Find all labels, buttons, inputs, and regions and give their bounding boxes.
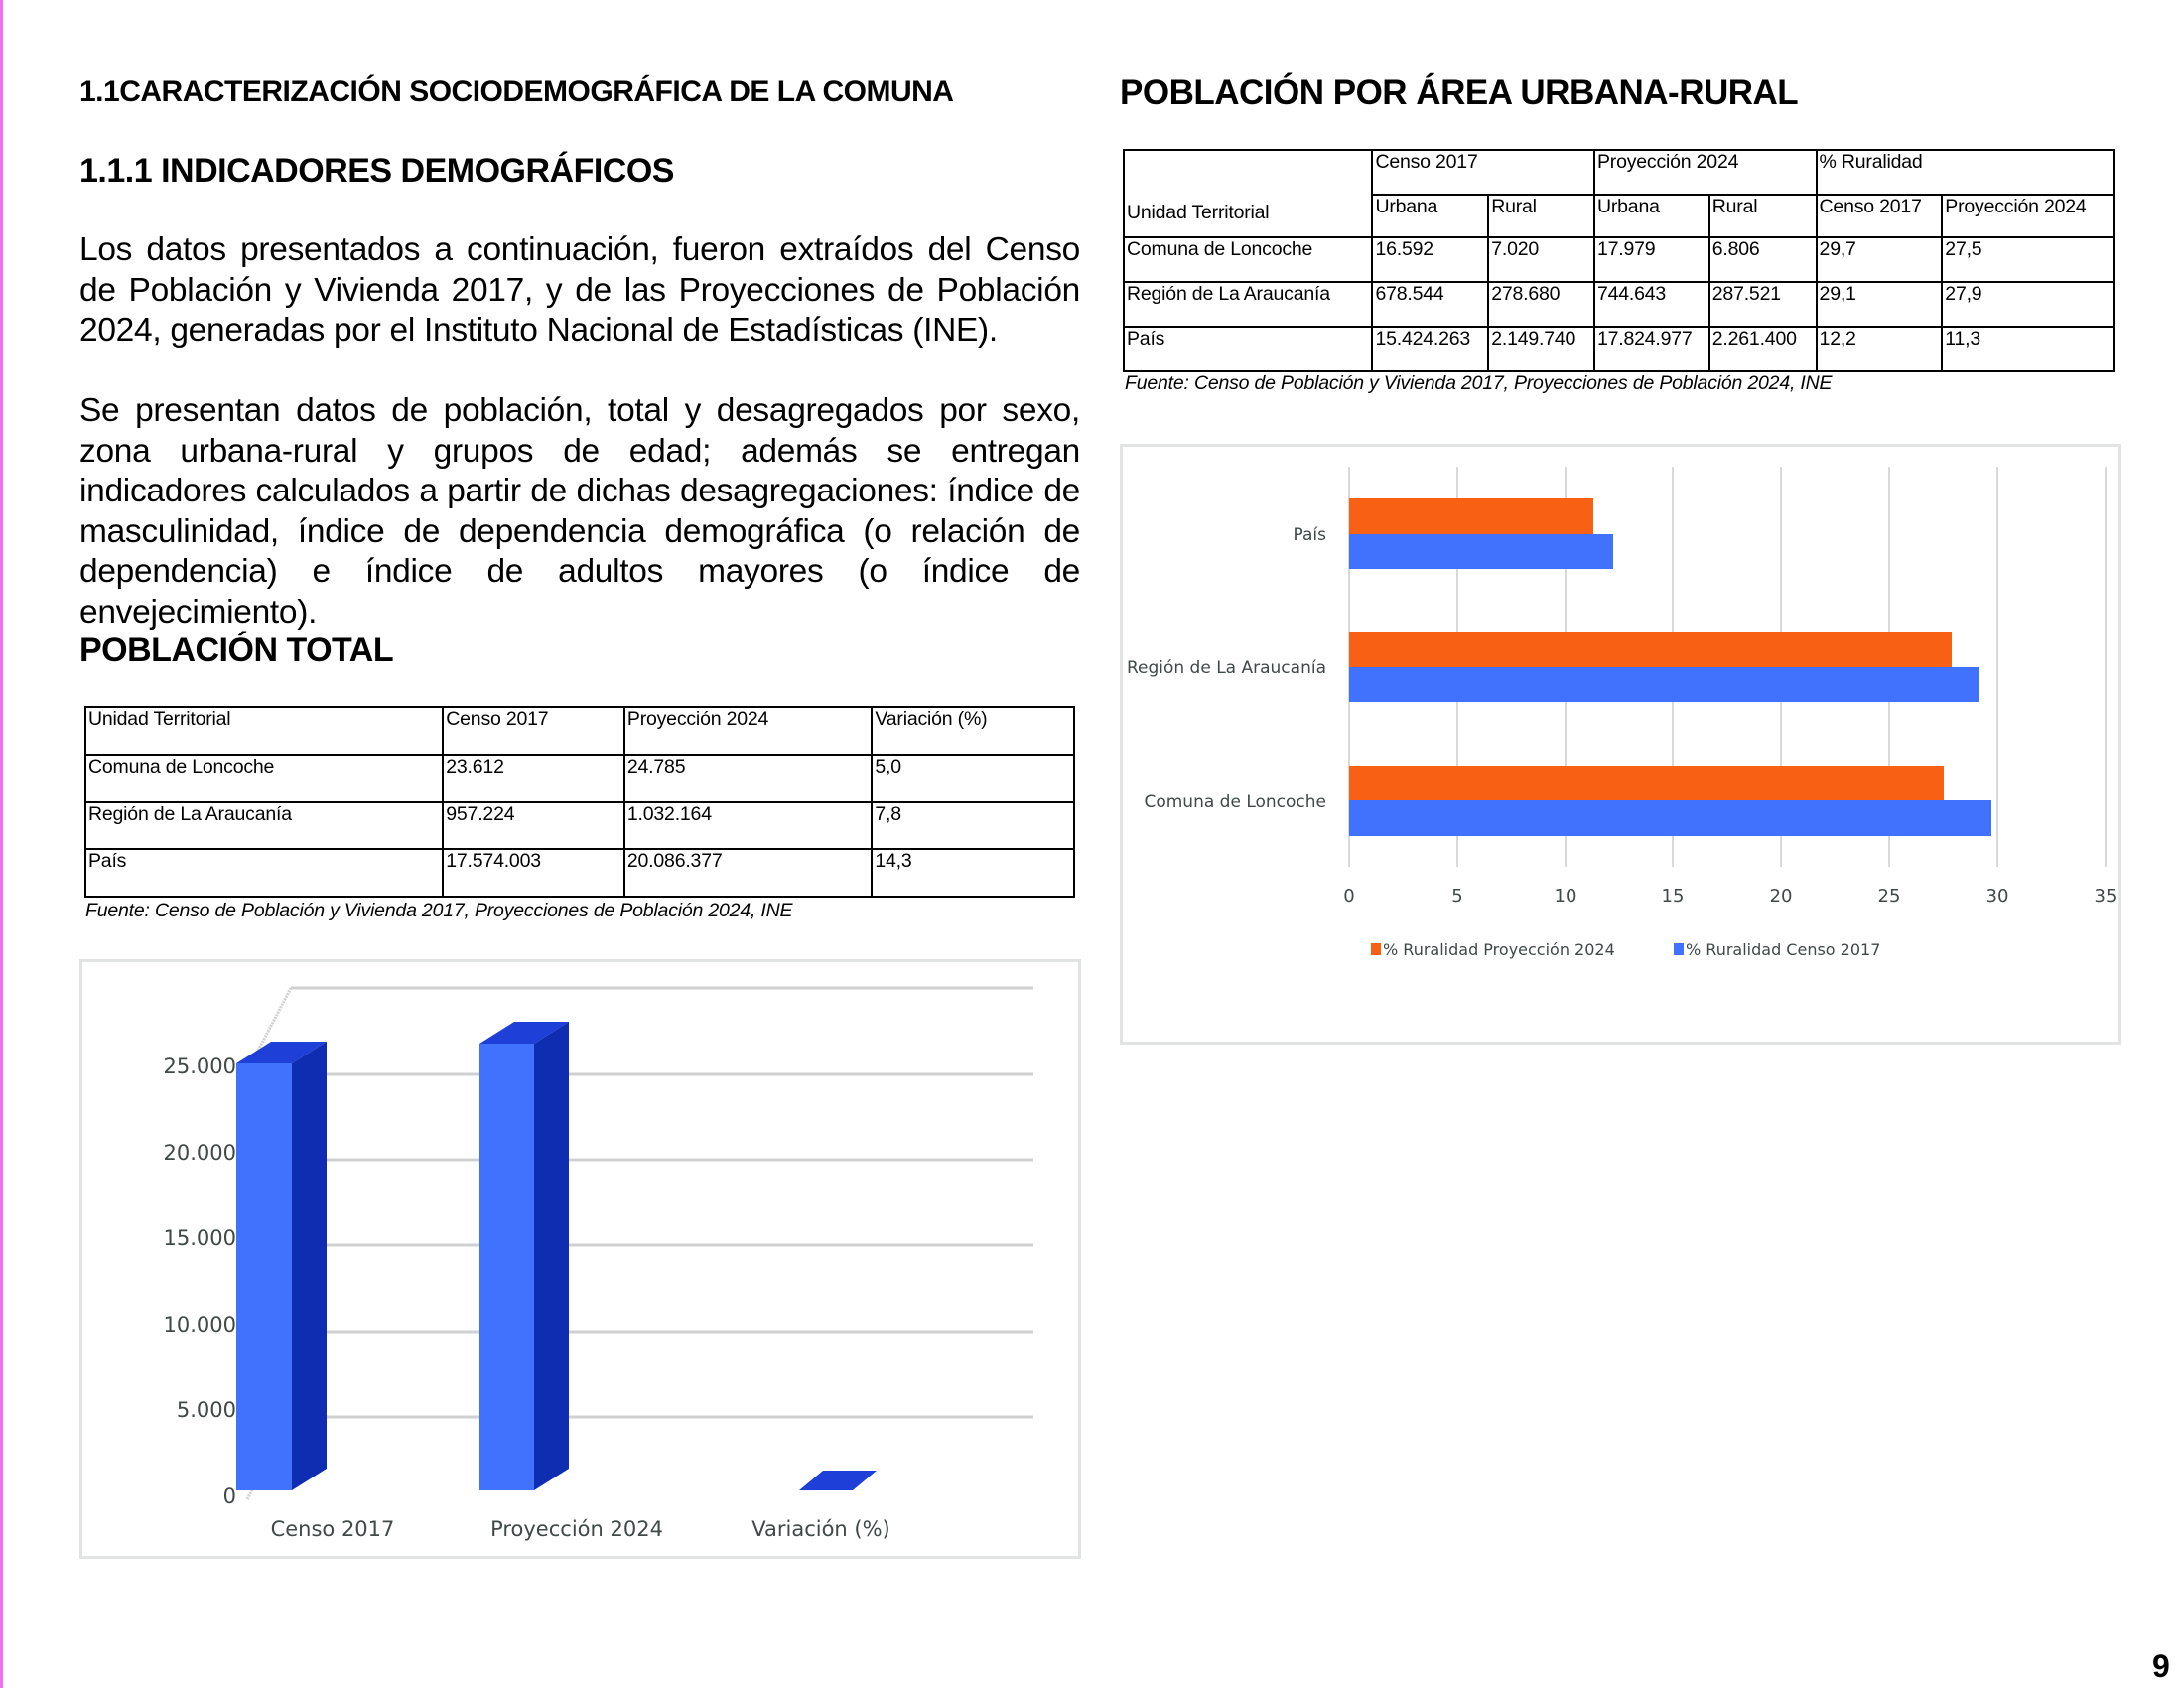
table-cell: Región de La Araucanía	[1124, 282, 1372, 327]
table-cell: 29,7	[1817, 237, 1943, 282]
x-tick: 30	[1985, 886, 2009, 907]
x-label: Variación (%)	[751, 1517, 890, 1541]
table-cell: 17.979	[1594, 237, 1709, 282]
table-row	[1124, 327, 2114, 371]
bar-pais-proyeccion-2024	[1349, 498, 1593, 534]
table-cell: 29,1	[1817, 282, 1943, 327]
table-cell: 12,2	[1817, 327, 1943, 371]
table-cell: 24.785	[624, 755, 873, 802]
table-source-caption: Fuente: Censo de Población y Vivienda 2017, Proyecciones de Población 2024, INE	[1125, 372, 1833, 394]
x-label: Proyección 2024	[490, 1517, 663, 1541]
subsection-heading: 1.1.1 INDICADORES DEMOGRÁFICOS	[79, 152, 674, 190]
x-tick: 10	[1554, 886, 1577, 907]
table-cell: 11,3	[1942, 327, 2114, 371]
table-header-cell: Censo 2017	[1817, 195, 1943, 237]
intro-paragraph: Los datos presentados a continuación, fueron extraídos del Censo de Población y Vivienda 2017, y de las Proyecciones de Población 2024, generadas por el Instituto Nacional de Estadísticas (INE).	[79, 231, 1080, 349]
legend-label: % Ruralidad Censo 2017	[1686, 940, 1881, 959]
table-row	[85, 849, 1074, 897]
bar-region-proyeccion-2024	[1349, 632, 1952, 667]
table-cell: 744.643	[1594, 282, 1709, 327]
chart-legend	[1371, 940, 1880, 959]
table-header-cell: Rural	[1709, 195, 1817, 237]
poblacion-total-table	[84, 706, 1075, 898]
urbana-rural-table	[1123, 149, 2115, 372]
page-edge-line	[0, 0, 3, 1688]
y-tick: 5.000	[176, 1398, 236, 1422]
table-header-row	[85, 707, 1074, 755]
table-cell: 27,9	[1942, 282, 2114, 327]
y-tick: 0	[222, 1484, 236, 1508]
table-cell: Comuna de Loncoche	[1124, 237, 1372, 282]
table-row	[85, 755, 1074, 802]
y-tick: 25.000	[163, 1055, 236, 1078]
chart-gridlines	[247, 988, 1033, 1499]
x-axis-ticks	[1343, 886, 2116, 907]
table-row	[1124, 237, 2114, 282]
y-tick: 10.000	[163, 1313, 236, 1336]
table-cell: 5,0	[872, 755, 1074, 802]
table-cell: 1.032.164	[624, 802, 873, 849]
table-cell: 2.149.740	[1488, 327, 1594, 371]
table-row	[1124, 282, 2114, 327]
table-cell: 16.592	[1372, 237, 1488, 282]
y-tick: 20.000	[163, 1141, 236, 1165]
urbana-rural-title: POBLACIÓN POR ÁREA URBANA-RURAL	[1120, 73, 1799, 112]
table-cell: 957.224	[443, 802, 624, 849]
x-tick: 25	[1877, 886, 1901, 907]
bar-region-censo-2017	[1349, 667, 1979, 702]
bar-proyeccion-2024	[479, 1022, 569, 1490]
table-cell: 7.020	[1488, 237, 1594, 282]
table-header-row	[1124, 150, 2114, 195]
x-tick: 5	[1451, 886, 1463, 907]
ruralidad-chart	[1120, 444, 2121, 1045]
table-cell: 20.086.377	[624, 849, 873, 897]
bar-variacion	[799, 1471, 877, 1490]
column-chart-svg	[82, 962, 1078, 1556]
table-header-cell: Censo 2017	[443, 707, 624, 755]
table-header-cell: Proyección 2024	[624, 707, 873, 755]
legend-swatch-blue	[1674, 943, 1684, 955]
table-cell: País	[85, 849, 443, 897]
description-paragraph: Se presentan datos de población, total y desagregados por sexo, zona urbana-rural y grupos de edad; además se entregan indicadores calculados a partir de dichas desagregaciones: índice de masculinidad, índice de dependencia demográfica (o relación de dependencia) e índice de adultos mayores (o índice de envejecimiento).	[79, 392, 1080, 631]
x-tick: 35	[2094, 886, 2117, 907]
table-cell: 17.824.977	[1594, 327, 1709, 371]
table-cell: 15.424.263	[1372, 327, 1488, 371]
table-header-cell: Rural	[1488, 195, 1594, 237]
bar-pais-censo-2017	[1349, 534, 1613, 569]
table-cell: 27,5	[1942, 237, 2114, 282]
table-cell: Región de La Araucanía	[85, 802, 443, 849]
table-header-cell: Variación (%)	[872, 707, 1074, 755]
table-header-cell: Urbana	[1372, 195, 1488, 237]
y-axis-ticks	[164, 1055, 236, 1508]
category-label: País	[1293, 525, 1326, 545]
table-cell: 287.521	[1709, 282, 1817, 327]
x-tick: 20	[1769, 886, 1793, 907]
table-cell: Comuna de Loncoche	[85, 755, 443, 802]
x-tick: 0	[1343, 886, 1355, 907]
table-cell: 278.680	[1488, 282, 1594, 327]
bar-comuna-censo-2017	[1349, 800, 1991, 836]
table-cell: País	[1124, 327, 1372, 371]
table-cell: 17.574.003	[443, 849, 624, 897]
table-cell: 678.544	[1372, 282, 1488, 327]
table-header-cell: Proyección 2024	[1594, 150, 1817, 195]
page-number: 9	[2152, 1648, 2170, 1684]
bar-chart-svg	[1123, 447, 2118, 1042]
bar-comuna-proyeccion-2024	[1349, 766, 1944, 800]
table-source-caption: Fuente: Censo de Población y Vivienda 2017, Proyecciones de Población 2024, INE	[85, 900, 793, 921]
table-header-cell: Censo 2017	[1372, 150, 1594, 195]
table-cell: 2.261.400	[1709, 327, 1817, 371]
table-header-cell: % Ruralidad	[1817, 150, 2114, 195]
table-header-cell: Unidad Territorial	[85, 707, 443, 755]
category-label: Región de La Araucanía	[1126, 658, 1326, 678]
y-tick: 15.000	[163, 1226, 236, 1250]
table-cell: 23.612	[443, 755, 624, 802]
table-header-cell: Proyección 2024	[1942, 195, 2114, 237]
bar-censo-2017	[236, 1042, 327, 1490]
table-row	[85, 802, 1074, 849]
y-axis-labels	[1127, 525, 1326, 812]
x-tick: 15	[1661, 886, 1685, 907]
table-cell: 6.806	[1709, 237, 1817, 282]
legend-swatch-orange	[1371, 943, 1381, 955]
x-label: Censo 2017	[270, 1517, 395, 1541]
poblacion-total-chart	[79, 959, 1081, 1559]
table-header-cell: Unidad Territorial	[1124, 150, 1372, 237]
poblacion-total-title: POBLACIÓN TOTAL	[79, 632, 394, 669]
table-cell: 7,8	[872, 802, 1074, 849]
category-label: Comuna de Loncoche	[1144, 792, 1326, 812]
table-cell: 14,3	[872, 849, 1074, 897]
legend-label: % Ruralidad Proyección 2024	[1383, 940, 1615, 959]
table-header-cell: Urbana	[1594, 195, 1709, 237]
section-heading: 1.1CARACTERIZACIÓN SOCIODEMOGRÁFICA DE LA COMUNA	[79, 75, 954, 108]
x-axis-labels	[271, 1517, 890, 1541]
